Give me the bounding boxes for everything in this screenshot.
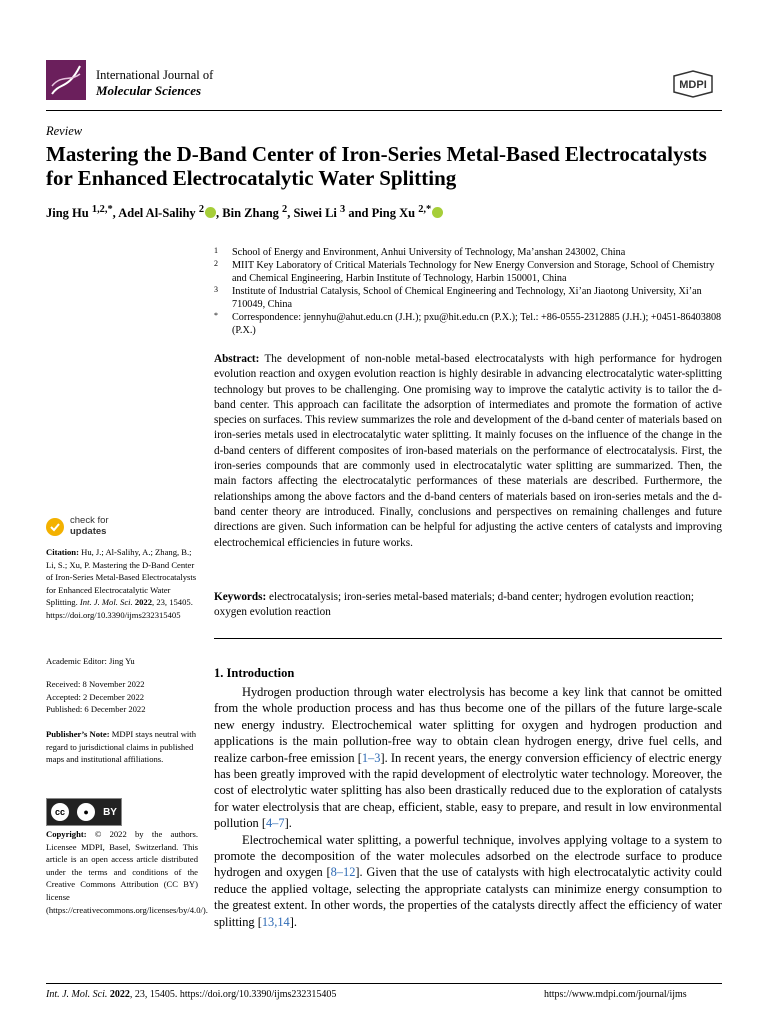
section-heading: 1. Introduction	[214, 666, 295, 680]
copyright-label: Copyright:	[46, 829, 87, 839]
abstract-label: Abstract:	[214, 353, 260, 365]
citation-link[interactable]: 4–7	[265, 816, 285, 831]
affiliation-item	[214, 259, 724, 285]
citation-label: Citation:	[46, 547, 79, 557]
footer-rule	[46, 983, 722, 984]
copyright-text: © 2022 by the authors. Licensee MDPI, Basel, Switzerland. This article is an open access article distributed under the terms and conditions of the Creative Commons Attribution (CC BY) license (https://creativecommons.org/licenses/by/4.0/).	[46, 829, 208, 915]
orcid-icon[interactable]	[432, 207, 443, 218]
dates	[46, 678, 198, 716]
abstract-text: The development of non-noble metal-based electrocatalysts with high performance for hydrogen evolution reaction and oxygen evolution reaction is highly desirable in advancing electrocatalytic water-splitting technology but proves to be challenging. One promising way to improve the catalytic activity is to tailor the d-band center. This approach can facilitate the adsorption of intermediates and promote the formation of active species on surfaces. This review summarizes the role and development of the d-band center of materials based on iron-series metals used in electrocatalytic water splitting. It mainly focuses on the influence of the change in the d-band centers of different composites of iron-based materials on the performance of electrocatalysis. First, the iron-series compounds that are commonly used in electrocatalytic water splitting are summarized. Then, the main factors affecting the electrocatalytic performances of these materials are described. Furthermore, the relationships among the above factors and the d-band centers of materials based on iron-series metals and the d-band center theory are introduced. Finally, conclusions and perspectives on remaining challenges and future directions are given. Such information can be helpful for adjusting the active centers of catalysts and improving electrochemical efficiencies in future works.	[214, 353, 722, 549]
citation-doi[interactable]: , 23, 15405. https://doi.org/10.3390/ijms232315405	[46, 597, 193, 620]
accepted-date: Accepted: 2 December 2022	[46, 691, 145, 702]
keywords-text: electrocatalysis; iron-series metal-based materials; d-band center; hydrogen evolution reaction; oxygen evolution reaction	[214, 591, 694, 619]
author-sup: 2,*	[418, 204, 432, 215]
received-date: Received: 8 November 2022	[46, 679, 145, 689]
copyright	[46, 828, 208, 916]
paragraph-text: ].	[284, 816, 292, 831]
author-name[interactable]: Jing Hu	[46, 206, 89, 221]
author-sup: 2	[198, 204, 205, 215]
author-sup: 1,2,*	[91, 204, 113, 215]
affiliation-num: 3	[214, 285, 218, 294]
correspondence-text[interactable]: Correspondence: jennyhu@ahut.edu.cn (J.H.); pxu@hit.edu.cn (P.X.); Tel.: +86-0555-2312885 (J.H.); +0451-86403808 (P.X.)	[232, 312, 722, 336]
footer-citation	[46, 989, 336, 1000]
paragraph	[214, 684, 722, 832]
article-type: Review	[46, 124, 83, 138]
introduction-body	[214, 684, 722, 930]
affiliation-num: 1	[214, 246, 218, 255]
citation-year: 2022	[134, 597, 153, 608]
journal-title	[96, 68, 213, 98]
affiliations	[214, 246, 724, 337]
citation-journal: Int. J. Mol. Sci.	[79, 597, 133, 608]
journal-line1: International Journal of	[96, 68, 214, 82]
check-line1: check for	[70, 515, 109, 526]
author-sup: 2	[282, 204, 288, 215]
paragraph-text: ].	[289, 914, 297, 929]
correspondence	[214, 311, 724, 337]
author-name[interactable]: Adel Al-Salihy	[118, 206, 196, 221]
cc-by-label: BY	[103, 806, 117, 818]
abstract	[214, 352, 722, 551]
author-name[interactable]: Bin Zhang	[222, 206, 279, 221]
affiliation-item	[214, 285, 724, 311]
affiliation-text: School of Energy and Environment, Anhui University of Technology, Ma’anshan 243002, China	[232, 247, 626, 258]
affiliation-item	[214, 246, 724, 259]
mdpi-logo[interactable]	[668, 70, 718, 98]
keywords	[214, 590, 722, 621]
author-name[interactable]: Ping Xu	[371, 206, 416, 221]
article-title: Mastering the D-Band Center of Iron-Series Metal-Based Electrocatalysts for Enhanced Electrocatalytic Water Splitting	[46, 142, 707, 190]
author-sup: 3	[340, 204, 346, 215]
section-divider	[214, 638, 722, 639]
citation-link[interactable]: 1–3	[361, 750, 381, 765]
published-date: Published: 6 December 2022	[46, 704, 146, 715]
orcid-icon[interactable]	[205, 207, 216, 218]
paragraph	[214, 832, 722, 930]
paragraph-text: Hydrogen production through water electrolysis has become a key link that cannot be omitted from the whole production process and has thus become one of the pillars of the future large-scale new energy industry. Electrochemical water splitting for oxygen and hydrogen production and applications is the main pollution-free way to obtain clean hydrogen energy, drive fuel cells, and realize carbon-free emission [	[214, 685, 722, 765]
check-updates-text	[70, 516, 109, 537]
paragraph-text: ]. Given that the use of catalysts with high electrocatalytic activity could reduce the applied voltage, selecting the appropriate catalysts can minimize energy consumption to the greatest extent. In other words, the properties of the catalysts directly affect the efficiency of water splitting [	[214, 865, 722, 929]
citation-link[interactable]: 8–12	[330, 865, 356, 880]
affiliation-text: MIIT Key Laboratory of Critical Materials Technology for New Energy Conversion and Storage, School of Chemistry and Chemical Engineering, Harbin Institute of Technology, Harbin 150001, China	[232, 260, 715, 284]
affiliation-num: *	[214, 311, 218, 320]
header-rule	[46, 110, 722, 111]
academic-editor: Academic Editor: Jing Yu	[46, 656, 135, 666]
citation-link[interactable]: 13,14	[261, 914, 290, 929]
person-icon: ●	[77, 803, 95, 821]
publisher-note-label: Publisher’s Note:	[46, 729, 110, 739]
footer-year: 2022	[109, 989, 130, 1000]
author-name[interactable]: Siwei Li	[293, 206, 337, 221]
citation-text: Hu, J.; Al-Salihy, A.; Zhang, B.; Li, S.; Xu, P. Mastering the D-Band Center of Iron-Series Metal-Based Electrocatalysts for Enhanced Electrocatalytic Water Splitting.	[46, 547, 197, 608]
citation	[46, 546, 198, 622]
check-line2: updates	[70, 525, 107, 537]
paragraph-text: Electrochemical water splitting, a powerful technique, involves applying voltage to a system to promote the decomposition of the water molecules adsorbed on the electrode surface to produce hydrogen and oxygen [	[214, 832, 722, 880]
publisher-note	[46, 728, 198, 766]
check-for-updates-badge[interactable]	[46, 516, 126, 540]
mdpi-logo-text: MDPI	[679, 79, 707, 91]
affiliation-num: 2	[214, 259, 218, 268]
cc-icon: cc	[51, 803, 69, 821]
publisher-note-text: MDPI stays neutral with regard to jurisdictional claims in published maps and institutional affiliations.	[46, 729, 196, 765]
journal-logo	[46, 60, 86, 100]
footer-doi[interactable]: , 23, 15405. https://doi.org/10.3390/ijms232315405	[129, 989, 337, 1000]
check-icon	[46, 518, 64, 536]
footer-journal: Int. J. Mol. Sci.	[46, 989, 108, 1000]
cc-by-license-badge[interactable]	[46, 798, 122, 826]
footer-url[interactable]: https://www.mdpi.com/journal/ijms	[544, 989, 687, 1000]
journal-line2: Molecular Sciences	[96, 83, 202, 98]
keywords-label: Keywords:	[214, 591, 267, 603]
author-list: Jing Hu $^{1,2,*}$, Adel Al-Salihy $^2$ , Bin Zhang $^2$, Siwei Li $^3$ and Ping Xu $^{2,*}$	[46, 204, 443, 221]
paragraph-text: ]. In recent years, the energy conversion efficiency of electric energy has been greatly improved with the rapid development of electrolytic water technology. Moreover, the cost of electrolytic water splitting has also been drastically reduced due to the exploration of catalysts for water electrolysis that are cheap, efficient, stable, easy to prepare, and result in low environmental pollution [	[214, 750, 722, 831]
affiliation-text: Institute of Industrial Catalysis, School of Chemical Engineering and Technology, Xi’an Jiaotong University, Xi’an 710049, China	[232, 286, 702, 310]
